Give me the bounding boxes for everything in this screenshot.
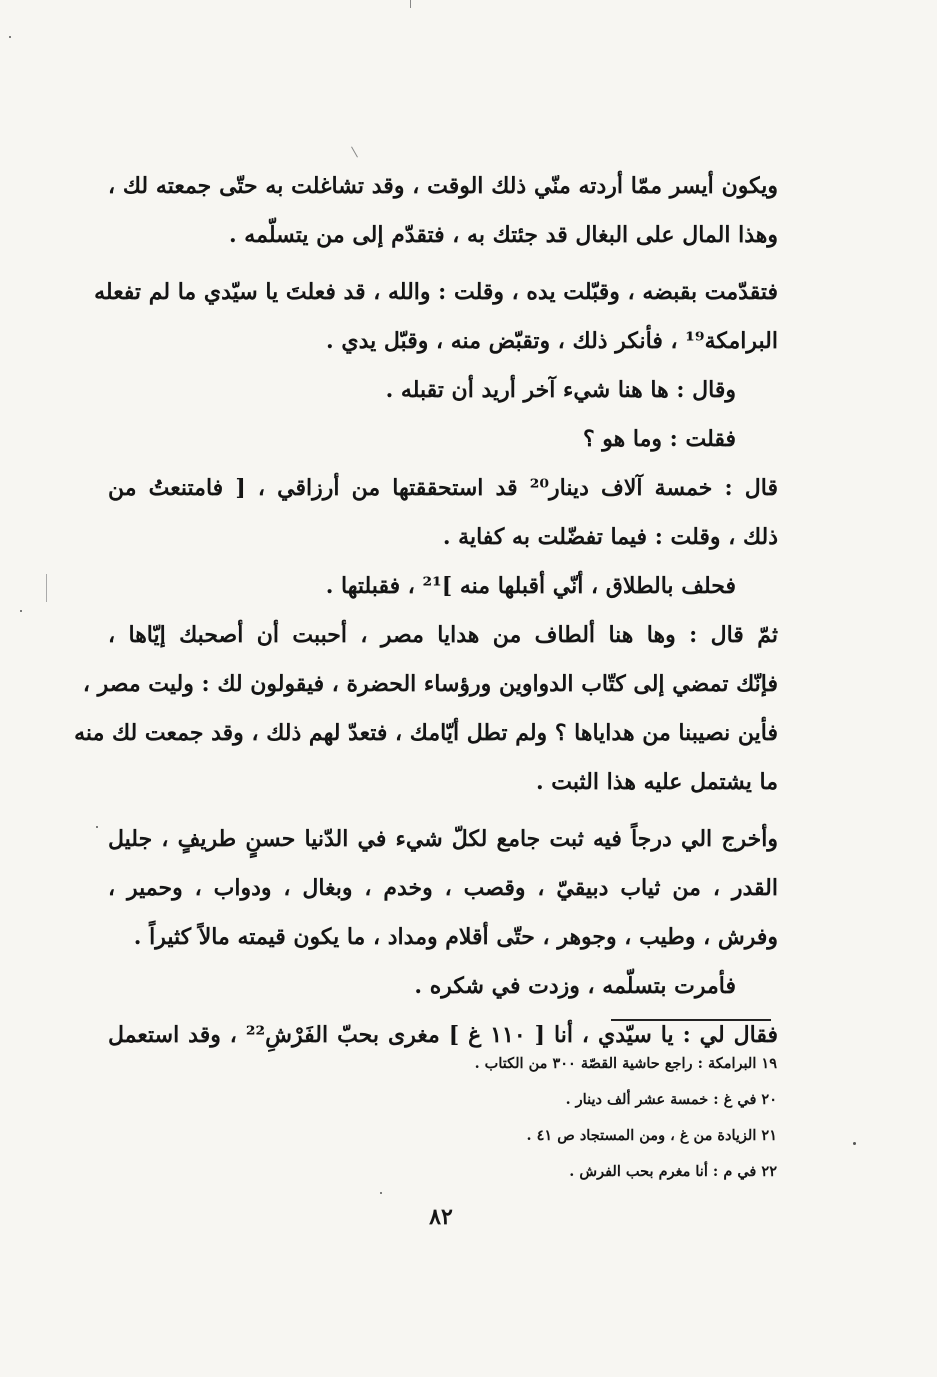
text-line: ويكون أيسر ممّا أردته منّي ذلك الوقت ، وقد تشاغلت به حتّى جمعته لك ،: [108, 173, 778, 199]
scan-scratch: [351, 147, 358, 158]
text-line: فقلت : وما هو ؟: [582, 426, 736, 452]
footnote-20: ٢٠ في غ : خمسة عشر ألف دينار .: [565, 1091, 777, 1108]
paragraph-gap: [108, 807, 778, 815]
text-line: فإنّك تمضي إلى كتّاب الدواوين ورؤساء الحضرة ، فيقولون لك : وليت مصر ،: [82, 671, 778, 697]
footnote-22: ٢٢ في م : أنا مغرم بحب الفرش .: [569, 1163, 777, 1180]
scan-speck: [9, 36, 11, 38]
text-line: وقال : ها هنا شيء آخر أريد أن تقبله .: [385, 377, 736, 403]
text-line: فتقدّمت بقبضه ، وقبّلت يده ، وقلت : والله ، قد فعلتَ يا سيّدي ما لم تفعله: [94, 279, 778, 305]
text-line: ثمّ قال : وها هنا ألطاف من هدايا مصر ، أحببت أن أصحبك إيّاها ،: [108, 622, 778, 648]
scan-scratch: [46, 574, 47, 602]
text-line: وفرش ، وطيب ، وجوهر ، حتّى أقلام ومداد ، ما يكون قيمته مالاً كثيراً .: [133, 924, 778, 950]
text-line: وهذا المال على البغال قد جئتك به ، فتقدّم إلى من يتسلّمه .: [228, 222, 778, 248]
text-line: ذلك ، وقلت : فيما تفضّلت به كفاية .: [442, 524, 778, 550]
footnote-divider: [611, 1019, 771, 1021]
text-line: وأخرج الي درجاً فيه ثبت جامع لكلّ شيء في الدّنيا حسنٍ طريفٍ ، جليل: [108, 826, 778, 852]
footnotes: [475, 1046, 777, 1190]
body-text: [74, 162, 779, 1060]
footnote-19: ١٩ البرامكة : راجع حاشية القصّة ٣٠٠ من الكتاب .: [474, 1055, 777, 1072]
scan-speck: [20, 610, 22, 612]
footnote-21: ٢١ الزيادة من غ ، ومن المستجاد ص ٤١ .: [526, 1127, 777, 1144]
scan-speck: [380, 1192, 382, 1194]
paragraph-gap: [108, 260, 778, 268]
text-line: البرامكة¹⁹ ، فأنكر ذلك ، وتقبّض منه ، وقبّل يدي .: [326, 328, 778, 354]
text-line: فأين نصيبنا من هداياها ؟ ولم تطل أيّامك ، فتعدّ لهم ذلك ، وقد جمعت لك منه: [74, 720, 778, 746]
scan-speck: [96, 826, 98, 828]
scan-speck: [853, 1142, 856, 1145]
page-number: ٨٢: [429, 1204, 453, 1230]
text-line: فحلف بالطلاق ، أنّي أقبلها منه ]²¹ ، فقبلتها .: [325, 573, 736, 599]
text-line: قال : خمسة آلاف دينار²⁰ قد استحققتها من أرزاقي ، [ فامتنعتُ من: [108, 475, 778, 501]
text-line: القدر ، من ثياب دبيقيّ ، وقصب ، وخدم ، وبغال ، ودواب ، وحمير ،: [108, 875, 778, 901]
scan-scratch: [410, 0, 411, 8]
text-line: فأمرت بتسلّمه ، وزدت في شكره .: [414, 973, 736, 999]
text-line: ما يشتمل عليه هذا الثبت .: [535, 769, 778, 795]
text-line: فقال لي : يا سيّدي ، أنا [ ١١٠ غ ] مغرى بحبّ الفَرْشِ²² ، وقد استعمل: [108, 1022, 779, 1048]
